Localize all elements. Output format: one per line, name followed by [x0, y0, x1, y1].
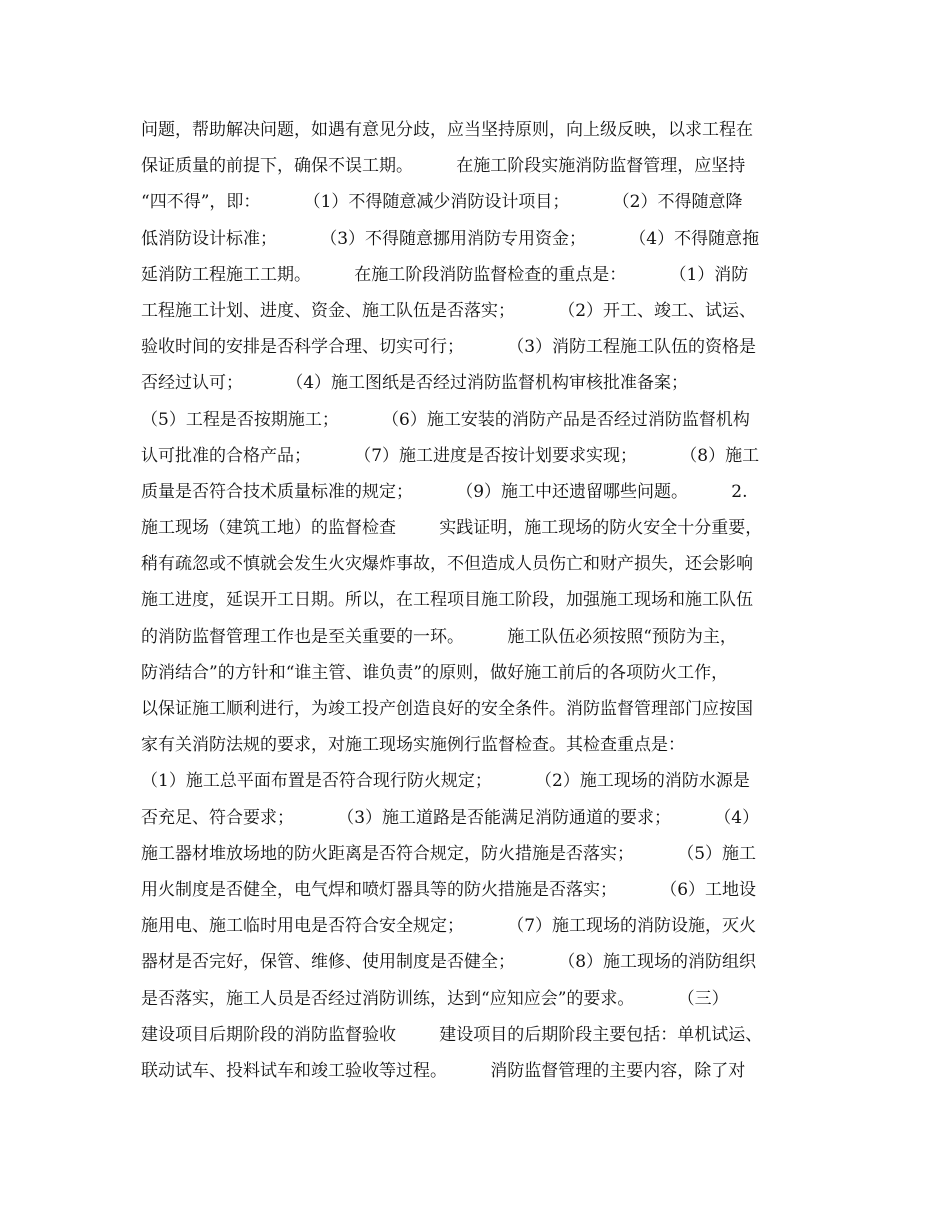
text-line: 家有关消防法规的要求，对施工现场实施例行监督检查。其检查重点是： — [141, 735, 685, 756]
text-line: 防消结合”的方针和“谁主管、谁负责”的原则，做好施工前后的各项防火工作， — [141, 662, 729, 683]
text-line: 工程施工计划、进度、资金、施工队伍是否落实； （2）开工、竣工、试运、 — [141, 300, 757, 321]
text-line: 施工进度，延误开工日期。所以，在工程项目施工阶段，加强施工现场和施工队伍 — [141, 590, 753, 611]
text-line: 否充足、符合要求； （3）施工道路是否能满足消防通道的要求； （4） — [141, 807, 760, 828]
body-text — [141, 112, 831, 1089]
text-line: “四不得”，即： （1）不得随意减少消防设计项目； （2）不得随意降 — [141, 192, 743, 213]
text-line: 器材是否完好，保管、维修、使用制度是否健全； （8）施工现场的消防组织 — [141, 952, 757, 973]
text-line: 以保证施工顺利进行，为竣工投产创造良好的安全条件。消防监督管理部门应按国 — [141, 699, 753, 719]
text-line: 施工器材堆放场地的防火距离是否符合规定，防火措施是否落实； （5）施工 — [141, 843, 757, 864]
text-line: 施工现场（建筑工地）的监督检查 实践证明，施工现场的防火安全十分重要， — [141, 518, 763, 539]
text-line: 否经过认可； （4）施工图纸是否经过消防监督机构审核批准备案； — [141, 373, 689, 394]
text-line: 联动试车、投料试车和竣工验收等过程。 消防监督管理的主要内容，除了对 — [141, 1060, 746, 1081]
text-line: 验收时间的安排是否科学合理、切实可行； （3）消防工程施工队伍的资格是 — [141, 337, 757, 358]
text-line: 稍有疏忽或不慎就会发生火灾爆炸事故，不但造成人员伤亡和财产损失，还会影响 — [141, 554, 753, 575]
text-line: 是否落实，施工人员是否经过消防训练，达到“应知应会”的要求。 （三） — [141, 988, 729, 1009]
text-line: （5）工程是否按期施工； （6）施工安装的消防产品是否经过消防监督机构 — [141, 409, 750, 430]
text-line: 问题，帮助解决问题，如遇有意见分歧，应当坚持原则，向上级反映，以求工程在 — [141, 120, 753, 140]
text-line: 质量是否符合技术质量标准的规定； （9）施工中还遗留哪些问题。 2. — [141, 481, 748, 502]
text-line: 施用电、施工临时用电是否符合安全规定； （7）施工现场的消防设施，灭火 — [141, 916, 757, 937]
text-line: 建设项目后期阶段的消防监督验收 建设项目的后期阶段主要包括：单机试运、 — [141, 1024, 763, 1045]
text-line: 低消防设计标准； （3）不得随意挪用消防专用资金； （4）不得随意拖 — [141, 228, 760, 249]
text-line: 用火制度是否健全，电气焊和喷灯器具等的防火措施是否落实； （6）工地设 — [141, 879, 757, 900]
text-line: 认可批准的合格产品； （7）施工进度是否按计划要求实现； （8）施工 — [141, 445, 760, 466]
text-line: 延消防工程施工工期。 在施工阶段消防监督检查的重点是： （1）消防 — [141, 264, 749, 285]
text-line: （1）施工总平面布置是否符合现行防火规定； （2）施工现场的消防水源是 — [141, 771, 750, 792]
text-line: 的消防监督管理工作也是至关重要的一环。 施工队伍必须按照“预防为主， — [141, 626, 737, 647]
text-line: 保证质量的前提下，确保不误工期。 在施工阶段实施消防监督管理，应坚持 — [141, 156, 746, 177]
